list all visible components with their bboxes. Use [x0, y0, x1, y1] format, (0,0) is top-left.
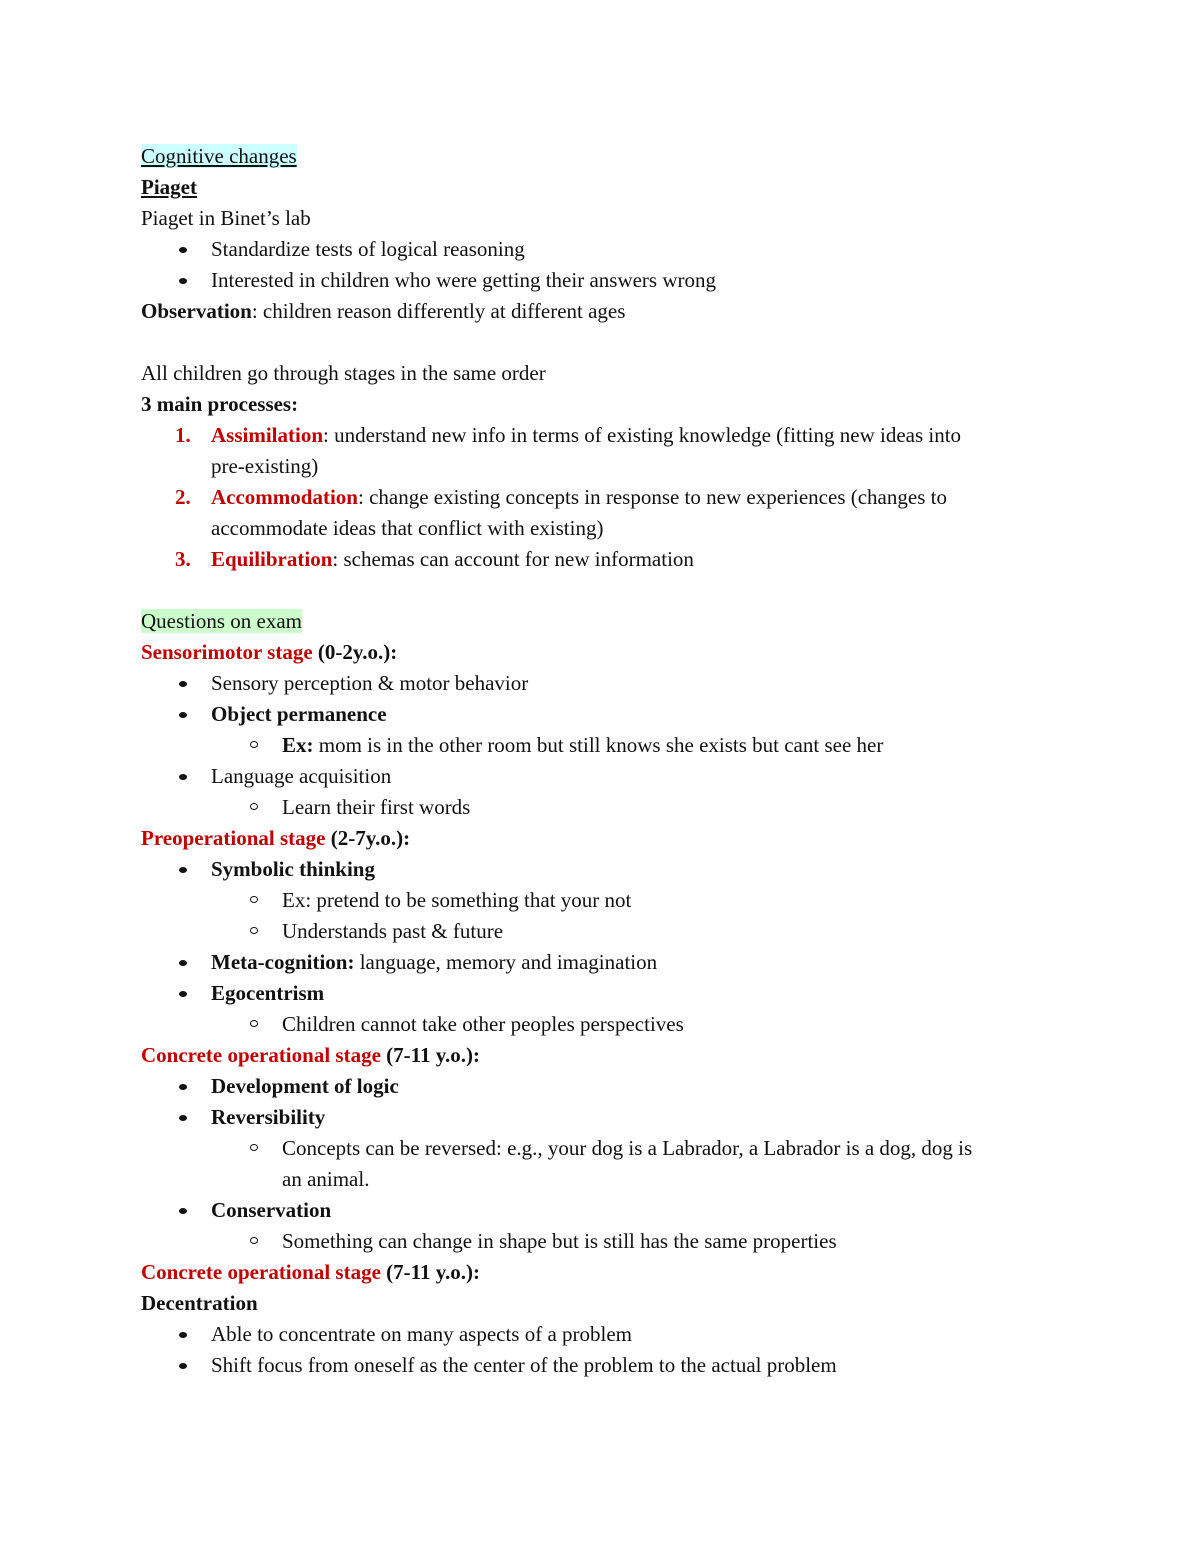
intro: Piaget in Binet’s lab: [141, 206, 311, 230]
list-item: Development of logic: [141, 1071, 1071, 1102]
bullet-icon: [179, 867, 187, 873]
list-item: Conservation: [141, 1195, 1071, 1226]
stage-heading: Preoperational stage (2-7y.o.):: [141, 826, 411, 850]
sub-list-item: Something can change in shape but is still has the same properties: [141, 1226, 1071, 1257]
sub-list-item: Children cannot take other peoples perspectives: [141, 1009, 1071, 1040]
circle-bullet-icon: [250, 741, 258, 748]
observation: Observation: children reason differently at different ages: [141, 299, 626, 323]
processes-heading: 3 main processes:: [141, 392, 299, 416]
list-item: Able to concentrate on many aspects of a problem: [141, 1319, 1071, 1350]
bullet-icon: [179, 1332, 187, 1338]
process-item-cont: pre-existing): [211, 454, 319, 478]
exam-heading-line: [141, 606, 1071, 637]
sub-list-item: Ex: mom is in the other room but still knows she exists but cant see her: [141, 730, 1071, 761]
blank-line: [141, 327, 1071, 358]
stage-heading: Concrete operational stage (7-11 y.o.):: [141, 1043, 481, 1067]
sub-list-item: Learn their first words: [141, 792, 1071, 823]
list-item: Reversibility: [141, 1102, 1071, 1133]
bullet-icon: [179, 247, 187, 253]
circle-bullet-icon: [250, 1237, 258, 1244]
process-item: 2. Accommodation: change existing concepts in response to new experiences (changes to: [175, 485, 947, 509]
list-item: Object permanence: [141, 699, 1071, 730]
process-item: 3. Equilibration: schemas can account for new information: [175, 547, 694, 571]
list-item: Shift focus from oneself as the center of the problem to the actual problem: [141, 1350, 1071, 1381]
process-item-cont: accommodate ideas that conflict with existing): [211, 516, 604, 540]
blank-line: [141, 575, 1071, 606]
sub-list-item-cont: an animal.: [282, 1167, 370, 1191]
decentration-heading: Decentration: [141, 1291, 258, 1315]
document-body: [141, 141, 1071, 1381]
sub-list-item: Ex: pretend to be something that your not: [141, 885, 1071, 916]
list-item: Meta-cognition: language, memory and imagination: [141, 947, 1071, 978]
stage-heading: Concrete operational stage (7-11 y.o.):: [141, 1260, 481, 1284]
list-item: Standardize tests of logical reasoning: [141, 234, 1071, 265]
list-item: Symbolic thinking: [141, 854, 1071, 885]
bullet-icon: [179, 681, 187, 687]
list-item: Sensory perception & motor behavior: [141, 668, 1071, 699]
stages-order: All children go through stages in the same order: [141, 361, 546, 385]
process-item: 1. Assimilation: understand new info in terms of existing knowledge (fitting new ideas into: [175, 423, 962, 447]
subheading: Piaget: [141, 175, 197, 199]
list-item: Language acquisition: [141, 761, 1071, 792]
bullet-icon: [179, 1084, 187, 1090]
stage-heading: Sensorimotor stage (0-2y.o.):: [141, 640, 398, 664]
circle-bullet-icon: [250, 896, 258, 903]
bullet-icon: [179, 774, 187, 780]
bullet-icon: [179, 1208, 187, 1214]
heading: Cognitive changes: [141, 144, 297, 168]
list-item: Interested in children who were getting their answers wrong: [141, 265, 1071, 296]
bullet-icon: [179, 1363, 187, 1369]
circle-bullet-icon: [250, 803, 258, 810]
circle-bullet-icon: [250, 1144, 258, 1151]
list-item: Egocentrism: [141, 978, 1071, 1009]
circle-bullet-icon: [250, 1020, 258, 1027]
bullet-icon: [179, 712, 187, 718]
circle-bullet-icon: [250, 927, 258, 934]
exam-heading: Questions on exam: [141, 609, 302, 633]
sub-list-item: Concepts can be reversed: e.g., your dog is a Labrador, a Labrador is a dog, dog is: [141, 1133, 1071, 1164]
bullet-icon: [179, 960, 187, 966]
bullet-icon: [179, 1115, 187, 1121]
subheading-line: [141, 172, 1071, 203]
sub-list-item: Understands past & future: [141, 916, 1071, 947]
bullet-icon: [179, 278, 187, 284]
bullet-icon: [179, 991, 187, 997]
heading-line: [141, 141, 1071, 172]
